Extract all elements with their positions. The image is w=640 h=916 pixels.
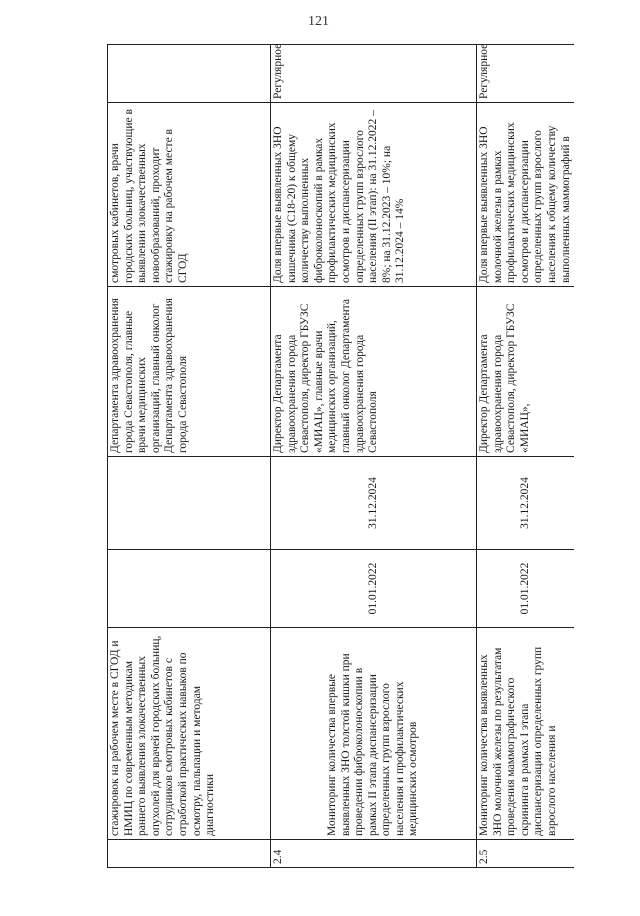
end-date: 31.12.2024 <box>477 457 575 550</box>
responsible: Директор Департамента здравоохранения города Севастополя, директор ГБУЗС «МИАЦ», главные врачи медицинских организаций, главный онколог Департамента здравоохранения города Севастополя <box>271 287 477 457</box>
table-row <box>108 45 271 868</box>
expected-result: смотровых кабинетов, врачи городских больниц, участвующие в выявлении злокачественных новообразований, проходит стажировку на рабочем месте в СГОД <box>108 103 271 287</box>
start-date <box>108 550 271 628</box>
expected-result: Доля впервые выявленных ЗНО кишечника (C18-20) к общему количеству выполненных фиброколоноскопий в рамках профилактических медицинских осмотров и диспансеризации определенных групп взрослого населения (II этап): на 31.12.2022 – 8%; на 31.12.2023 – 10%; на 31.12.2024 – 14% <box>271 103 477 287</box>
measure-type: Регулярное <box>271 45 477 103</box>
responsible: Директор Департамента здравоохранения города Севастополя, директор ГБУЗС «МИАЦ», <box>477 287 575 457</box>
rotated-table-container <box>107 43 572 868</box>
measure-description: Мониторинг количества выявленных ЗНО молочной железы по результатам проведения маммографического скрининга в рамках I этапа диспансеризации определенных групп взрослого населения и <box>477 628 575 840</box>
measure-type <box>108 45 271 103</box>
row-number: 2.5 <box>477 840 575 868</box>
measure-description: стажировок на рабочем месте в СГОД и НМИЦ по современным методикам раннего выявления злокачественных опухолей для врачей городских больниц, сотрудников смотровых кабинетов с отработкой практических навыков по осмотру, пальпации и методам диагностики <box>108 628 271 840</box>
row-number <box>108 840 271 868</box>
page-number: 121 <box>308 14 329 29</box>
measures-table <box>107 44 574 868</box>
expected-result: Доля впервые выявленных ЗНО молочной железы в рамках профилактических медицинских осмотров и диспансеризации определенных групп взрослого населения к общему количеству выполненных маммографий в <box>477 103 575 287</box>
start-date: 01.01.2022 <box>271 550 477 628</box>
end-date <box>108 457 271 550</box>
table-row <box>271 45 477 868</box>
row-number: 2.4 <box>271 840 477 868</box>
measure-type: Регулярное <box>477 45 575 103</box>
responsible: Департамента здравоохранения города Севастополя, главные врачи медицинских организаций, главный онколог Департамента здравоохранения города Севастополя <box>108 287 271 457</box>
start-date: 01.01.2022 <box>477 550 575 628</box>
end-date: 31.12.2024 <box>271 457 477 550</box>
table-row <box>477 45 575 868</box>
measure-description: Мониторинг количества впервые выявленных ЗНО толстой кишки при проведении фиброколоноскопии в рамках II этапа диспансеризации определенных групп взрослого населения и профилактических медицинских осмотров <box>271 628 477 840</box>
